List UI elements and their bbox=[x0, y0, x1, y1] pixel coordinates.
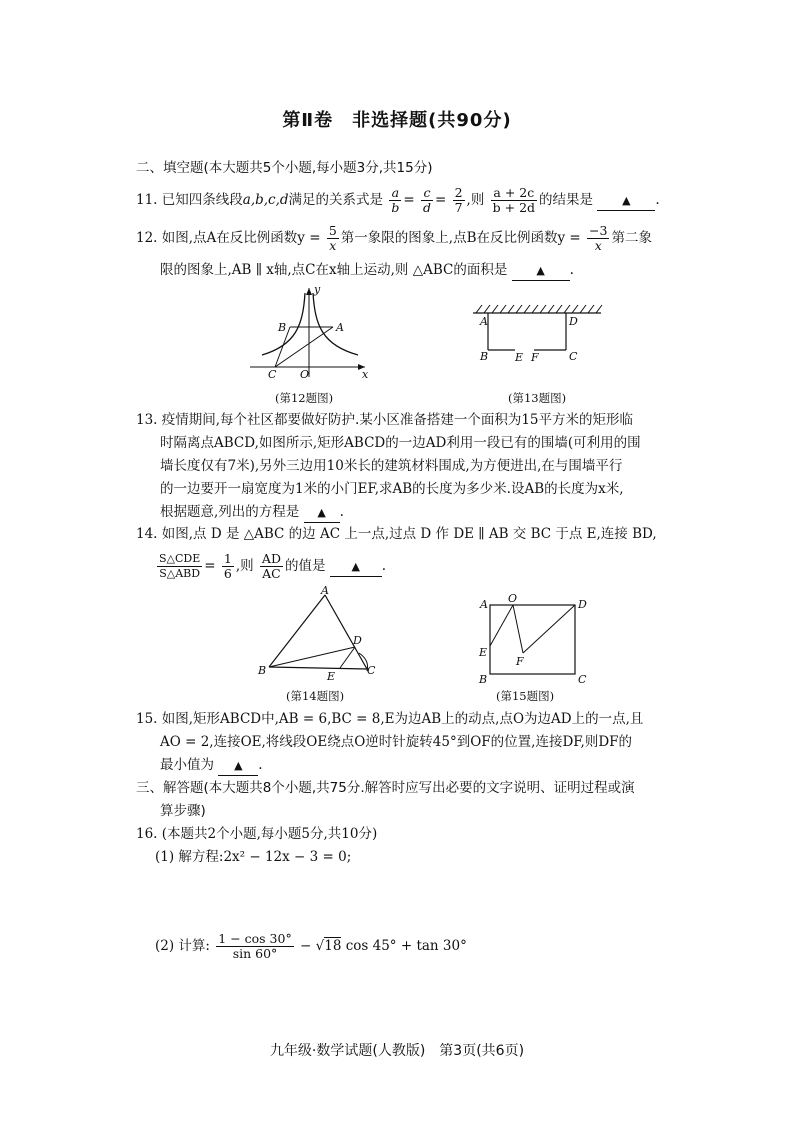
question-14-line-2: $\frac{\text{S△CDE}}{\text{S△ABD}}$ = $\frac{1}{6}$ ,则 $\frac{AD}{AC}$ 的值是 ▲ . bbox=[159, 551, 387, 581]
figure-12-hyperbola bbox=[240, 285, 370, 380]
fig15-label: C bbox=[578, 673, 587, 686]
fig12-label: O bbox=[300, 368, 310, 381]
question-14-line-1: 14. 如图,点 D 是 △ABC 的边 AC 上一点,过点 D 作 DE ∥ AB 交 BC 于点 E,连接 BD, bbox=[136, 526, 657, 542]
fig14-label: B bbox=[258, 664, 267, 677]
page-title: 第Ⅱ卷 非选择题(共90分) bbox=[282, 110, 512, 131]
question-15-line-2: AO = 2,连接OE,将线段OE绕点O逆时针旋转45°到OF的位置,连接DF,则DF的 bbox=[160, 734, 633, 750]
fig13-label: D bbox=[569, 315, 578, 328]
fig13-label: E bbox=[515, 351, 524, 364]
fig12-label: A bbox=[336, 321, 344, 334]
fig15-label: A bbox=[480, 598, 488, 611]
fig12-label: x bbox=[362, 368, 369, 381]
section-fill-in-header: 二、填空题(本大题共5个小题,每小题3分,共15分) bbox=[136, 160, 433, 176]
fig12-label: C bbox=[268, 368, 277, 381]
figure-15-caption: (第15题图) bbox=[496, 689, 555, 703]
question-13-line-3: 墙长度仅有7米),另外三边用10米长的建筑材料围成,为方便进出,在与围墙平行 bbox=[160, 458, 623, 474]
fraction: $\frac{1}{6}$ bbox=[223, 551, 232, 581]
answer-blank: ▲ bbox=[218, 756, 258, 776]
fraction: $\frac{a}{b}$ bbox=[391, 185, 400, 215]
fraction: $\frac{5}{x}$ bbox=[328, 223, 337, 253]
question-16-part-1: (1) 解方程:2x² − 12x − 3 = 0; bbox=[155, 849, 352, 865]
sqrt-symbol: √ bbox=[315, 938, 325, 954]
section-answer-header-line-1: 三、解答题(本大题共8个小题,共75分.解答时应写出必要的文字说明、证明过程或演 bbox=[136, 780, 635, 796]
question-13-line-5: 根据题意,列出的方程是 ▲ . bbox=[160, 503, 344, 523]
fig15-label: O bbox=[508, 592, 518, 605]
question-16-header: 16. (本题共2个小题,每小题5分,共10分) bbox=[136, 826, 378, 842]
question-16-part-2: (2) 计算: $\frac{1 - \cos 30^\circ}{\sin 60^\circ}$ − √18 cos 45° + tan 30° bbox=[155, 931, 467, 961]
fig13-label: B bbox=[480, 350, 489, 363]
fig13-label: C bbox=[569, 350, 578, 363]
question-12-line-1: 12. 如图,点A在反比例函数y = $\frac{5}{x}$ 第一象限的图象上,点B在反比例函数y = $\frac{-3}{x}$ 第二象 bbox=[136, 223, 652, 253]
figure-15-rectangle bbox=[478, 590, 593, 685]
fraction: $\frac{a + 2c}{b + 2d}$ bbox=[492, 185, 536, 215]
fraction: $\frac{\text{S△CDE}}{\text{S△ABD}}$ bbox=[159, 552, 201, 580]
fraction: $\frac{c}{d}$ bbox=[422, 185, 431, 215]
page-footer: 九年级·数学试题(人教版) 第3页(共6页) bbox=[269, 1043, 525, 1059]
question-11: 11. 已知四条线段a,b,c,d满足的关系式是 $\frac{a}{b}$ = $\frac{c}{d}$ = $\frac{2}{7}$ ,则 $\frac{a + 2c}{b + 2d}$ 的结果是 ▲ . bbox=[136, 185, 660, 215]
fig15-label: D bbox=[578, 598, 587, 611]
figure-13-caption: (第13题图) bbox=[508, 391, 567, 405]
fig13-label: A bbox=[480, 315, 488, 328]
figure-14-caption: (第14题图) bbox=[286, 689, 345, 703]
fraction: $\frac{2}{7}$ bbox=[454, 185, 463, 215]
fig12-label: B bbox=[278, 321, 287, 334]
section-answer-header-line-2: 算步骤) bbox=[160, 803, 206, 819]
fig14-label: E bbox=[327, 670, 336, 683]
answer-blank: ▲ bbox=[512, 261, 570, 281]
question-15-line-3: 最小值为 ▲ . bbox=[160, 756, 263, 776]
fig15-label: E bbox=[479, 646, 488, 659]
answer-blank: ▲ bbox=[330, 557, 382, 577]
question-15-line-1: 15. 如图,矩形ABCD中,AB = 6,BC = 8,E为边AB上的动点,点O为边AD上的一点,且 bbox=[136, 711, 644, 727]
figure-12-caption: (第12题图) bbox=[275, 391, 334, 405]
fig14-label: A bbox=[321, 584, 329, 597]
fig15-label: F bbox=[516, 655, 524, 668]
figure-14-triangle bbox=[255, 585, 385, 685]
answer-blank: ▲ bbox=[304, 503, 340, 523]
question-13-line-4: 的一边要开一扇宽度为1米的小门EF,求AB的长度为多少米.设AB的长度为x米, bbox=[160, 481, 624, 497]
answer-blank: ▲ bbox=[597, 191, 655, 211]
fraction: $\frac{1 - \cos 30^\circ}{\sin 60^\circ}$ bbox=[218, 931, 292, 961]
question-13-line-2: 时隔离点ABCD,如图所示,矩形ABCD的一边AD利用一段已有的围墙(可利用的围 bbox=[160, 435, 641, 451]
fig12-label: y bbox=[314, 283, 321, 296]
question-12-line-2: 限的图象上,AB ∥ x轴,点C在x轴上运动,则 △ABC的面积是 ▲ . bbox=[160, 261, 574, 281]
fraction: $\frac{-3}{x}$ bbox=[589, 223, 608, 253]
fraction: $\frac{AD}{AC}$ bbox=[261, 551, 281, 581]
fig14-label: D bbox=[353, 634, 362, 647]
sqrt-radicand: 18 bbox=[324, 938, 342, 954]
fig14-label: C bbox=[367, 664, 376, 677]
fig15-label: B bbox=[479, 673, 488, 686]
fig13-label: F bbox=[531, 351, 539, 364]
figure-13-enclosure bbox=[468, 300, 608, 365]
question-13-line-1: 13. 疫情期间,每个社区都要做好防护.某小区准备搭建一个面积为15平方米的矩形临 bbox=[136, 412, 634, 428]
